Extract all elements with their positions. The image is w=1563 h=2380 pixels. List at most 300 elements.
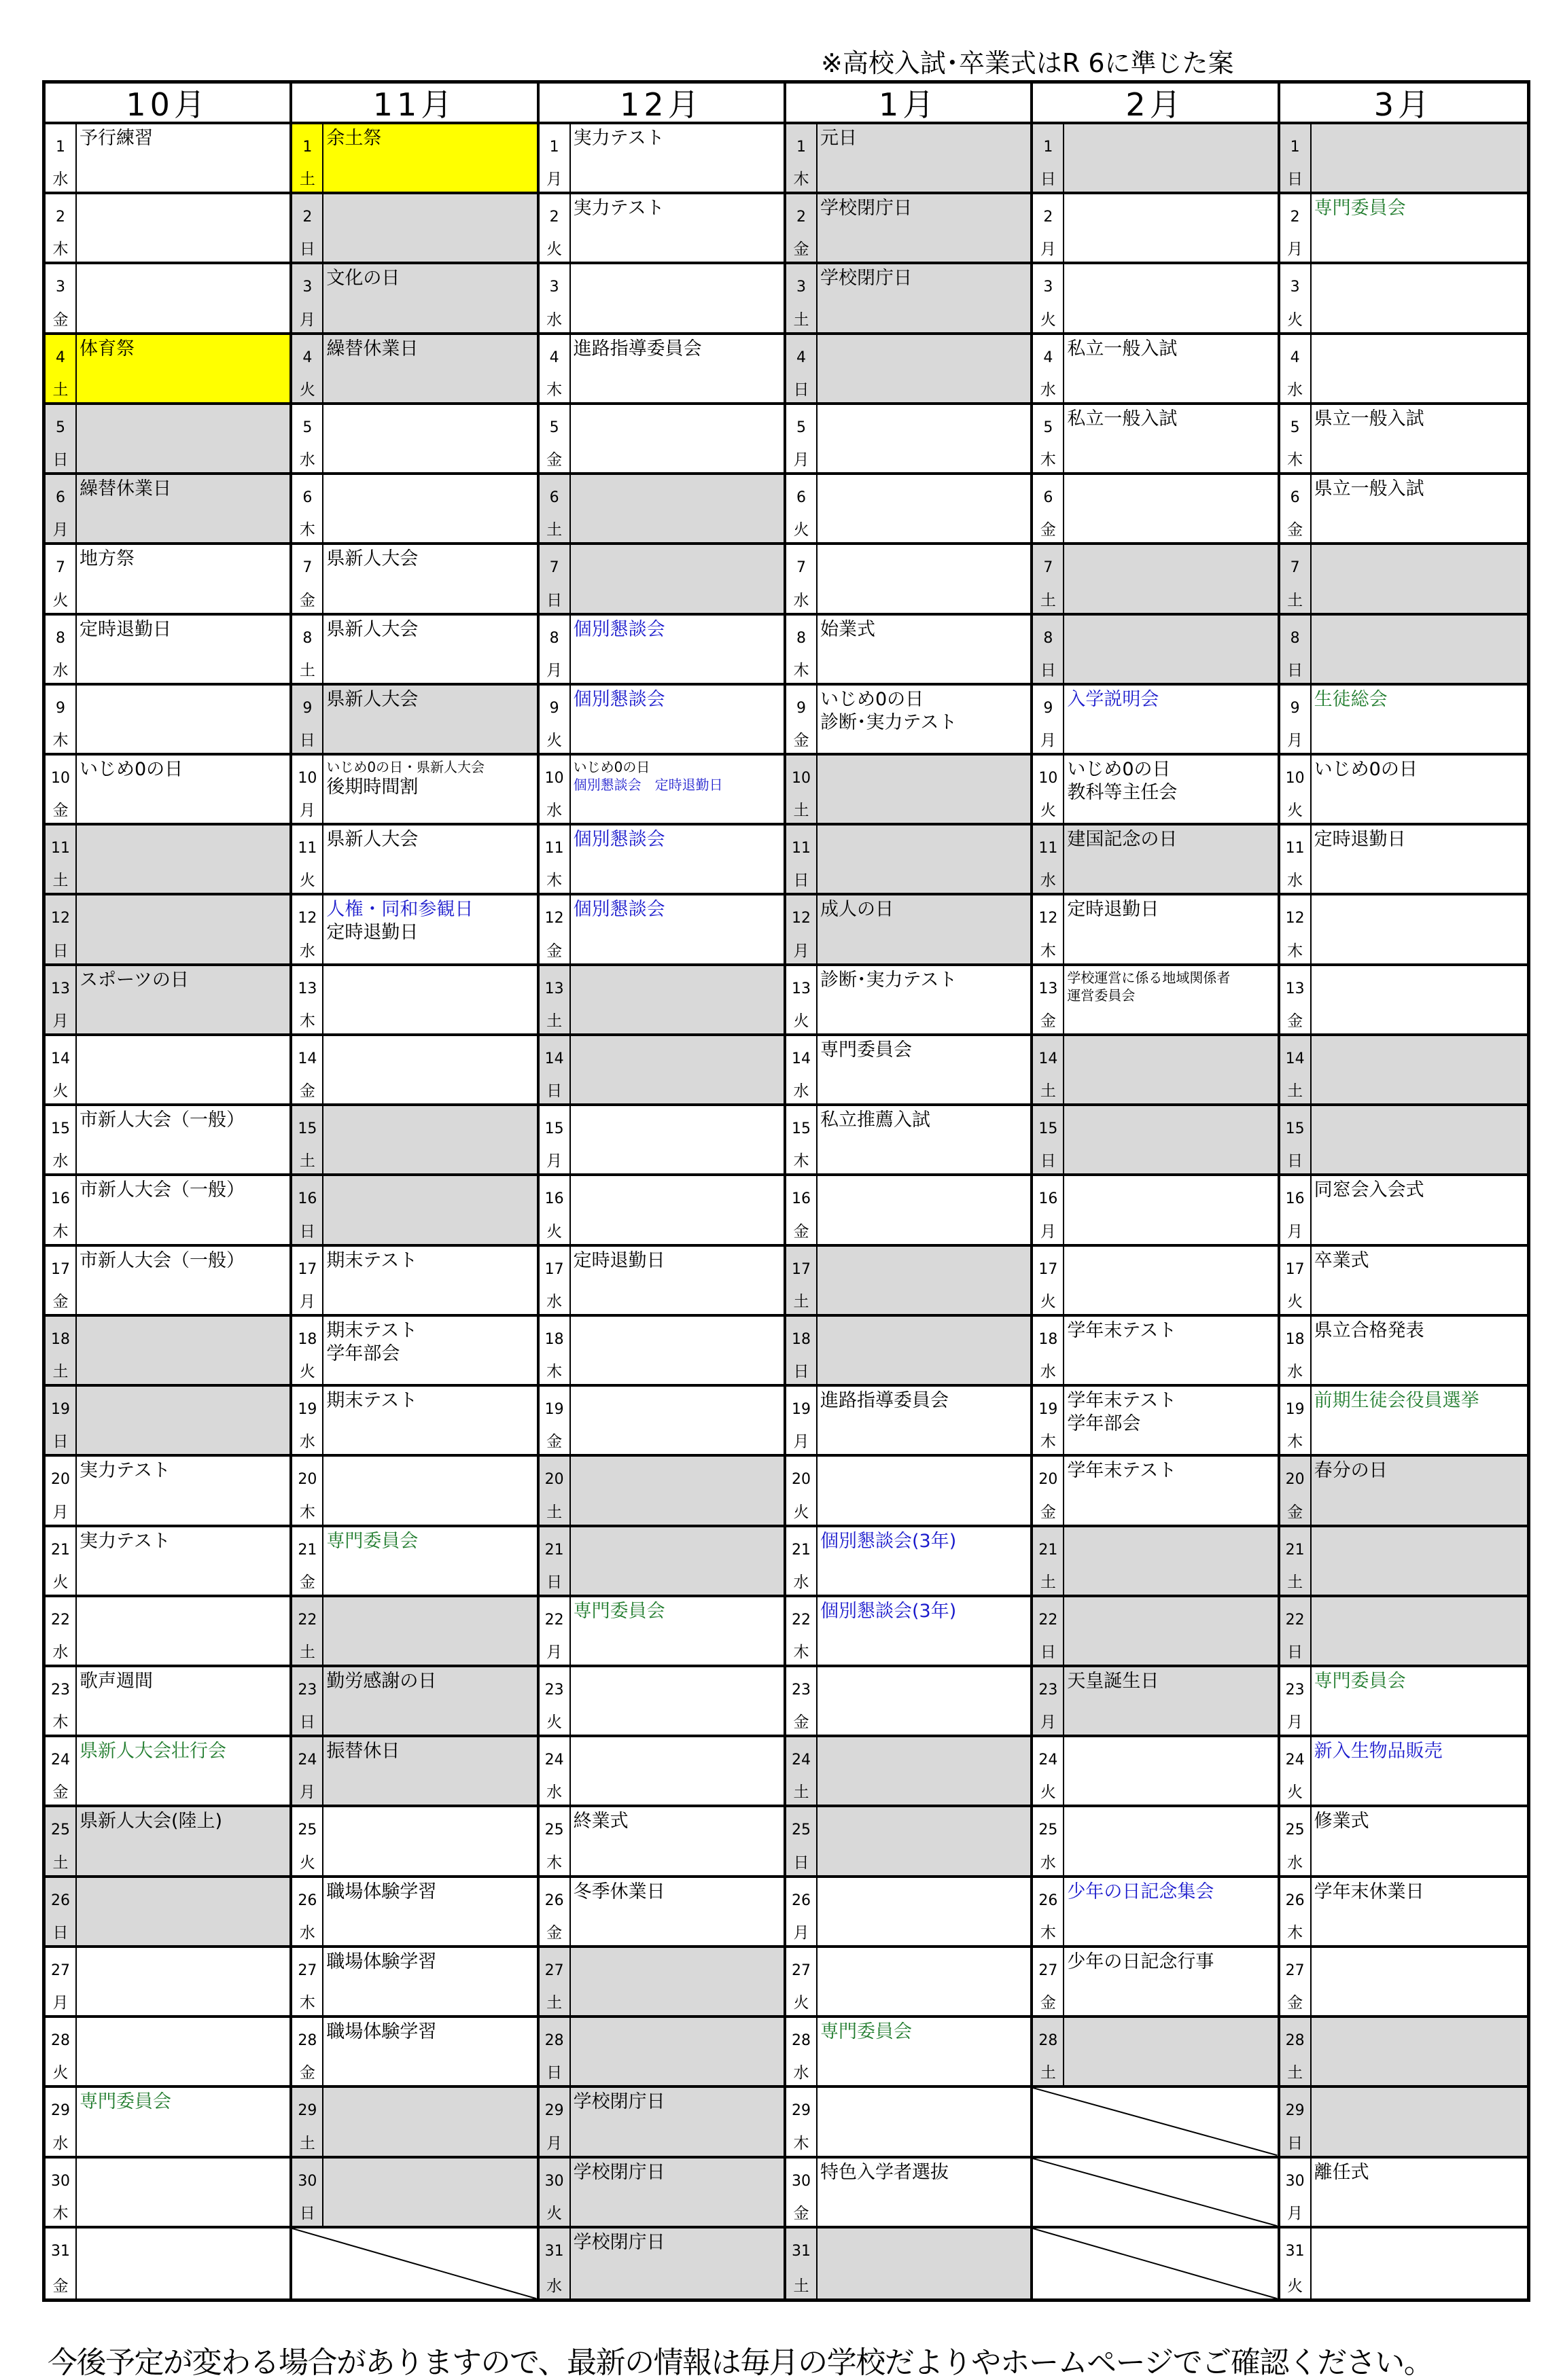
- event-list: [1312, 1878, 1527, 1945]
- date-column: [1280, 825, 1312, 893]
- date-column: [292, 194, 323, 262]
- day-cell: [292, 1527, 539, 1597]
- weekday-label: 火: [52, 2064, 69, 2082]
- weekday-label: 土: [52, 1363, 69, 1381]
- event-list: [323, 1527, 536, 1595]
- day-number: 24: [792, 1752, 811, 1769]
- event-list: [571, 2228, 784, 2298]
- weekday-label: 日: [546, 591, 563, 609]
- day-number: 18: [1038, 1330, 1058, 1348]
- date-column: [1033, 895, 1064, 963]
- event-text: 期末テスト: [326, 1390, 418, 1412]
- day-cell: [292, 124, 539, 194]
- day-number: 26: [1038, 1891, 1058, 1909]
- weekday-label: 水: [1040, 872, 1056, 890]
- day-number: 5: [1290, 419, 1300, 436]
- day-cell: [292, 2159, 539, 2228]
- month-header: 2月: [1033, 84, 1280, 124]
- weekday-label: 日: [1287, 661, 1303, 679]
- day-cell: [46, 1247, 292, 1317]
- day-cell: [292, 1387, 539, 1457]
- date-column: [786, 1807, 818, 1875]
- date-column: [540, 1948, 571, 2015]
- date-column: [292, 475, 323, 542]
- event-list: [818, 2088, 1030, 2155]
- event-list: [1064, 1597, 1277, 1665]
- day-number: 12: [544, 910, 564, 927]
- event-text: 市新人大会（一般）: [80, 1109, 245, 1131]
- event-text: 実力テスト: [573, 198, 665, 219]
- day-cell: [540, 264, 786, 334]
- weekday-label: 火: [52, 1573, 69, 1591]
- day-cell: [540, 1597, 786, 1667]
- day-cell: [46, 1597, 292, 1667]
- day-number: 10: [51, 770, 70, 787]
- day-cell: [1280, 2018, 1527, 2088]
- day-number: 6: [1290, 489, 1300, 507]
- day-cell: [540, 1036, 786, 1106]
- weekday-label: 火: [299, 1853, 315, 1872]
- day-cell: [1280, 616, 1527, 686]
- event-list: [818, 264, 1030, 332]
- day-number: 3: [796, 279, 806, 296]
- event-list: [77, 1176, 289, 1243]
- weekday-label: 火: [299, 1363, 315, 1381]
- event-list: [77, 966, 289, 1033]
- day-cell: [292, 194, 539, 264]
- weekday-label: 火: [793, 1503, 809, 1521]
- day-cell: [540, 1106, 786, 1176]
- day-cell: [1033, 966, 1280, 1036]
- day-number: 11: [51, 840, 70, 857]
- no-date-cell: [292, 2228, 539, 2298]
- event-list: [323, 1948, 536, 2015]
- day-number: 5: [796, 419, 806, 436]
- day-cell: [540, 686, 786, 756]
- date-column: [540, 264, 571, 332]
- date-column: [1280, 1387, 1312, 1454]
- day-number: 14: [1038, 1050, 1058, 1067]
- event-text: 新入生物品販売: [1314, 1741, 1443, 1762]
- date-column: [540, 1597, 571, 1665]
- weekday-label: 金: [793, 1713, 809, 1732]
- date-column: [46, 1387, 77, 1454]
- date-column: [292, 686, 323, 753]
- weekday-label: 日: [793, 1853, 809, 1872]
- day-number: 31: [792, 2242, 811, 2260]
- weekday-label: 金: [1287, 1012, 1303, 1030]
- event-list: [1312, 1457, 1527, 1524]
- event-text: 私立一般入試: [1067, 338, 1178, 359]
- day-cell: [1033, 1527, 1280, 1597]
- day-number: 8: [1290, 629, 1300, 647]
- event-text: 学校閉庁日: [820, 198, 912, 219]
- day-number: 9: [302, 699, 313, 717]
- day-number: 11: [1285, 840, 1305, 857]
- day-number: 21: [544, 1541, 564, 1559]
- event-list: [818, 616, 1030, 683]
- event-text: 学校閉庁日: [820, 268, 912, 289]
- day-cell: [540, 335, 786, 405]
- day-cell: [1280, 1317, 1527, 1387]
- date-column: [1280, 616, 1312, 683]
- event-list: [77, 1036, 289, 1103]
- event-text: 振替休日: [326, 1741, 400, 1762]
- event-text: 地方祭: [80, 548, 135, 570]
- event-text: 運営委員会: [1067, 987, 1136, 1003]
- day-cell: [1280, 545, 1527, 615]
- event-list: [1312, 2159, 1527, 2226]
- month-header: 3月: [1280, 84, 1527, 124]
- day-cell: [786, 1737, 1033, 1807]
- event-text: 市新人大会（一般）: [80, 1179, 245, 1201]
- day-number: 22: [544, 1611, 564, 1629]
- event-list: [77, 405, 289, 472]
- day-cell: [540, 966, 786, 1036]
- event-text: 学校閉庁日: [573, 2091, 665, 2113]
- day-cell: [1033, 1878, 1280, 1948]
- day-cell: [46, 1176, 292, 1246]
- weekday-label: 金: [52, 2277, 69, 2295]
- day-number: 17: [298, 1260, 317, 1278]
- day-number: 21: [298, 1541, 317, 1559]
- event-text: 勤労感謝の日: [326, 1670, 437, 1692]
- day-cell: [292, 2018, 539, 2088]
- weekday-label: 金: [1287, 1994, 1303, 2012]
- event-text: 文化の日: [326, 268, 400, 289]
- day-cell: [540, 1948, 786, 2018]
- day-cell: [540, 1737, 786, 1807]
- date-column: [1280, 545, 1312, 612]
- date-column: [46, 124, 77, 192]
- event-list: [323, 1176, 536, 1243]
- event-text: 個別懇談会: [573, 829, 665, 851]
- date-column: [540, 895, 571, 963]
- event-list: [818, 545, 1030, 612]
- day-number: 10: [544, 770, 564, 787]
- event-text: 個別懇談会: [573, 618, 665, 640]
- date-column: [540, 1176, 571, 1243]
- day-number: 8: [796, 629, 806, 647]
- weekday-label: 月: [546, 2134, 563, 2152]
- weekday-label: 土: [1040, 591, 1056, 609]
- event-list: [323, 2088, 536, 2155]
- event-list: [77, 2088, 289, 2155]
- event-list: [77, 1737, 289, 1805]
- event-list: [1312, 1176, 1527, 1243]
- event-list: [323, 1247, 536, 1314]
- weekday-label: 水: [1287, 1363, 1303, 1381]
- date-column: [786, 616, 818, 683]
- event-list: [571, 1527, 784, 1595]
- weekday-label: 日: [52, 1923, 69, 1942]
- event-list: [1064, 825, 1277, 893]
- event-text: 特色入学者選抜: [820, 2161, 949, 2183]
- day-cell: [292, 1597, 539, 1667]
- event-list: [1312, 1106, 1527, 1173]
- weekday-label: 日: [52, 451, 69, 469]
- weekday-label: 金: [546, 451, 563, 469]
- day-number: 2: [1290, 209, 1300, 226]
- event-list: [1064, 124, 1277, 192]
- date-column: [46, 825, 77, 893]
- day-cell: [786, 194, 1033, 264]
- weekday-label: 月: [299, 1783, 315, 1802]
- day-cell: [46, 1457, 292, 1527]
- day-number: 30: [51, 2172, 70, 2190]
- day-cell: [46, 124, 292, 194]
- weekday-label: 金: [52, 310, 69, 329]
- day-cell: [292, 545, 539, 615]
- weekday-label: 月: [52, 1012, 69, 1030]
- weekday-label: 水: [546, 802, 563, 820]
- event-text: 建国記念の日: [1067, 829, 1178, 851]
- event-text: 県立一般入試: [1314, 408, 1424, 429]
- weekday-label: 水: [299, 1923, 315, 1942]
- event-list: [323, 895, 536, 963]
- day-number: 25: [792, 1822, 811, 1839]
- date-column: [1280, 124, 1312, 192]
- day-number: 11: [1038, 840, 1058, 857]
- date-column: [292, 1036, 323, 1103]
- day-number: 26: [1285, 1891, 1305, 1909]
- event-list: [571, 405, 784, 472]
- day-number: 13: [51, 980, 70, 997]
- date-column: [786, 1387, 818, 1454]
- event-list: [323, 2018, 536, 2085]
- day-number: 8: [56, 629, 65, 647]
- day-number: 31: [51, 2242, 70, 2260]
- event-text: 県新人大会: [326, 548, 419, 570]
- event-list: [818, 405, 1030, 472]
- event-text: いじめ0の日: [573, 759, 650, 776]
- day-number: 15: [1285, 1120, 1305, 1138]
- footer-notice: 今後予定が変わる場合がありますので、最新の情報は毎月の学校だよりやホームページでご確認ください。: [48, 2345, 1433, 2380]
- event-list: [818, 1597, 1030, 1665]
- event-list: [818, 335, 1030, 402]
- event-list: [1064, 475, 1277, 542]
- date-column: [540, 1247, 571, 1314]
- event-text: 専門委員会: [1314, 1670, 1406, 1692]
- date-column: [786, 405, 818, 472]
- date-column: [540, 194, 571, 262]
- event-text: 後期時間割: [326, 777, 419, 798]
- weekday-label: 土: [52, 872, 69, 890]
- weekday-label: 日: [52, 1433, 69, 1451]
- weekday-label: 火: [1287, 1292, 1303, 1311]
- date-column: [1033, 1457, 1064, 1524]
- month-header: 11月: [292, 84, 539, 124]
- day-cell: [786, 2159, 1033, 2228]
- date-column: [292, 966, 323, 1033]
- date-column: [786, 1737, 818, 1805]
- event-list: [818, 966, 1030, 1033]
- date-column: [46, 475, 77, 542]
- day-number: 29: [544, 2102, 564, 2120]
- day-cell: [540, 1878, 786, 1948]
- day-cell: [540, 756, 786, 825]
- weekday-label: 木: [1287, 942, 1303, 960]
- date-column: [540, 825, 571, 893]
- day-cell: [540, 825, 786, 895]
- date-column: [46, 2018, 77, 2085]
- day-number: 28: [1038, 2032, 1058, 2050]
- weekday-label: 火: [1040, 802, 1056, 820]
- event-text: 私立一般入試: [1067, 408, 1178, 429]
- day-cell: [292, 895, 539, 965]
- event-list: [1312, 616, 1527, 683]
- weekday-label: 金: [299, 1573, 315, 1591]
- event-list: [1064, 756, 1277, 823]
- day-number: 23: [544, 1681, 564, 1699]
- day-cell: [46, 616, 292, 686]
- event-list: [77, 545, 289, 612]
- day-number: 18: [51, 1330, 70, 1348]
- date-column: [786, 1106, 818, 1173]
- event-text: 県立合格発表: [1314, 1319, 1424, 1341]
- date-column: [46, 2228, 77, 2298]
- day-cell: [1033, 686, 1280, 756]
- event-list: [77, 1457, 289, 1524]
- weekday-label: 月: [793, 1433, 809, 1451]
- weekday-label: 土: [793, 1783, 809, 1802]
- event-list: [1064, 1737, 1277, 1805]
- day-number: 13: [1038, 980, 1058, 997]
- weekday-label: 日: [793, 380, 809, 399]
- day-number: 20: [544, 1471, 564, 1489]
- date-column: [1033, 756, 1064, 823]
- event-list: [1064, 1317, 1277, 1384]
- date-column: [786, 545, 818, 612]
- day-number: 16: [51, 1190, 70, 1208]
- event-list: [571, 1667, 784, 1735]
- weekday-label: 土: [1287, 1573, 1303, 1591]
- weekday-label: 土: [299, 661, 315, 679]
- day-cell: [1280, 1247, 1527, 1317]
- event-list: [1312, 264, 1527, 332]
- event-list: [818, 1457, 1030, 1524]
- day-cell: [1280, 1036, 1527, 1106]
- date-column: [540, 686, 571, 753]
- weekday-label: 土: [299, 1643, 315, 1661]
- day-number: 19: [1285, 1401, 1305, 1419]
- event-text: 診断･実力テスト: [820, 969, 958, 991]
- day-cell: [46, 1036, 292, 1106]
- weekday-label: 土: [793, 1292, 809, 1311]
- weekday-label: 日: [1287, 2134, 1303, 2152]
- event-text: 実力テスト: [80, 1460, 171, 1482]
- day-number: 30: [1285, 2172, 1305, 2190]
- date-column: [540, 1317, 571, 1384]
- event-list: [1312, 1527, 1527, 1595]
- day-number: 27: [51, 1961, 70, 1979]
- event-text: 卒業式: [1314, 1249, 1369, 1271]
- date-column: [292, 1807, 323, 1875]
- day-cell: [292, 1807, 539, 1877]
- day-cell: [1280, 1807, 1527, 1877]
- weekday-label: 月: [1287, 241, 1303, 259]
- event-text: 学年末テスト: [1067, 1390, 1177, 1412]
- day-number: 20: [1285, 1471, 1305, 1489]
- day-number: 21: [51, 1541, 70, 1559]
- day-cell: [1280, 1737, 1527, 1807]
- day-number: 6: [1043, 489, 1053, 507]
- day-number: 29: [1285, 2102, 1305, 2120]
- weekday-label: 土: [52, 380, 69, 399]
- event-list: [1064, 1948, 1277, 2015]
- event-text: 天皇誕生日: [1067, 1670, 1159, 1692]
- event-list: [818, 194, 1030, 262]
- event-text: 修業式: [1314, 1811, 1369, 1832]
- date-column: [786, 475, 818, 542]
- event-text: 職場体験学習: [326, 2021, 437, 2043]
- day-cell: [1033, 756, 1280, 825]
- date-column: [292, 1247, 323, 1314]
- event-list: [571, 264, 784, 332]
- day-number: 6: [302, 489, 313, 507]
- diagonal-slash: [1033, 2228, 1277, 2298]
- day-cell: [1033, 1317, 1280, 1387]
- event-text: 定時退勤日: [326, 922, 419, 944]
- day-number: 12: [792, 910, 811, 927]
- weekday-label: 木: [52, 241, 69, 259]
- event-list: [818, 1878, 1030, 1945]
- weekday-label: 水: [546, 2277, 563, 2295]
- date-column: [292, 2088, 323, 2155]
- day-number: 24: [51, 1752, 70, 1769]
- date-column: [292, 1737, 323, 1805]
- day-number: 26: [298, 1891, 317, 1909]
- day-cell: [1033, 194, 1280, 264]
- date-column: [1280, 686, 1312, 753]
- day-number: 9: [1043, 699, 1053, 717]
- event-list: [1312, 124, 1527, 192]
- date-column: [540, 405, 571, 472]
- weekday-label: 月: [52, 521, 69, 539]
- event-list: [571, 1106, 784, 1173]
- event-list: [1064, 2018, 1277, 2085]
- weekday-label: 日: [546, 1573, 563, 1591]
- weekday-label: 水: [793, 1573, 809, 1591]
- date-column: [46, 895, 77, 963]
- day-cell: [786, 1457, 1033, 1527]
- date-column: [540, 124, 571, 192]
- weekday-label: 日: [1040, 661, 1056, 679]
- day-number: 27: [792, 1961, 811, 1979]
- event-list: [1312, 1807, 1527, 1875]
- day-number: 29: [51, 2102, 70, 2120]
- event-text: 繰替休業日: [80, 478, 171, 500]
- event-list: [77, 1878, 289, 1945]
- event-text: 少年の日記念行事: [1067, 1951, 1214, 1972]
- event-text: 県新人大会: [326, 829, 419, 851]
- weekday-label: 金: [52, 802, 69, 820]
- event-list: [1064, 966, 1277, 1033]
- date-column: [1033, 825, 1064, 893]
- day-number: 9: [796, 699, 806, 717]
- day-cell: [540, 2228, 786, 2298]
- event-text: 教科等主任会: [1067, 782, 1178, 804]
- day-cell: [46, 756, 292, 825]
- day-number: 19: [1038, 1401, 1058, 1419]
- day-number: 30: [298, 2172, 317, 2190]
- day-cell: [540, 895, 786, 965]
- day-number: 22: [298, 1611, 317, 1629]
- weekday-label: 金: [1040, 1994, 1056, 2012]
- date-column: [292, 1457, 323, 1524]
- day-number: 15: [298, 1120, 317, 1138]
- day-cell: [786, 1317, 1033, 1387]
